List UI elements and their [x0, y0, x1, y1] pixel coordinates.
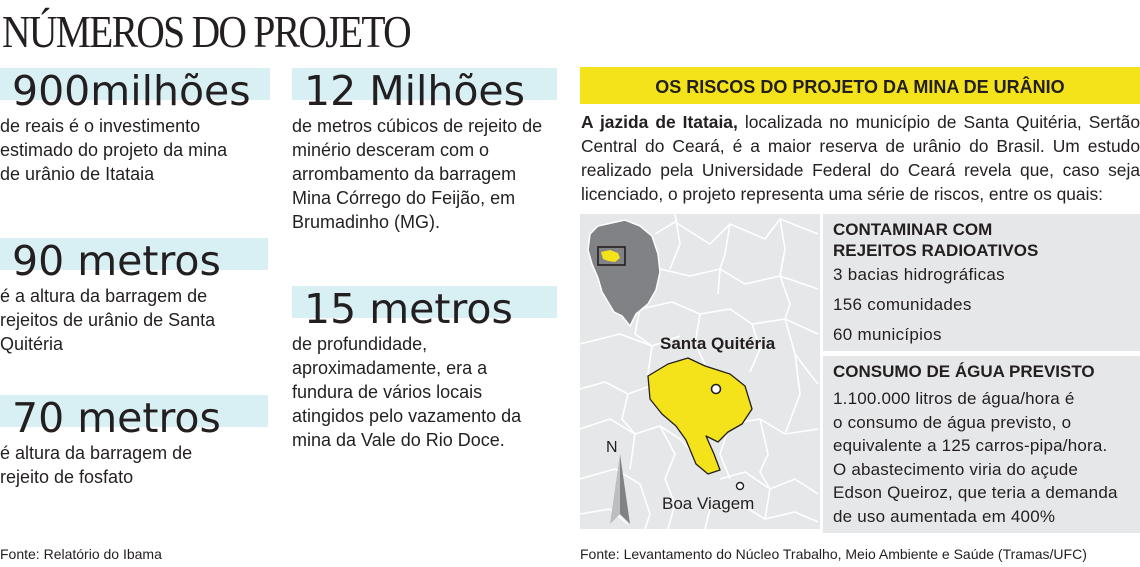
paragraph-line: O abastecimento viria do açude	[833, 459, 1079, 479]
stat-number: 12 Milhões	[292, 68, 557, 114]
stat-description: é altura da barragem de rejeito de fosfato	[0, 443, 193, 487]
intro-line: Central do Ceará, é a maior reserva de urânio do Brasil. Um estudo	[581, 136, 1140, 156]
north-label: N	[606, 439, 618, 456]
stat-description: de profundidade, aproximadamente, era a fundura de vários locais atingidos pelo vazamento da mina da Vale do Rio Doce.	[292, 334, 522, 450]
list-item: 156 comunidades	[833, 295, 972, 314]
north-arrow-icon	[620, 454, 630, 524]
stat-number: 900milhões	[0, 68, 270, 114]
list-item: 3 bacias hidrográficas	[833, 265, 1005, 284]
box-contaminar	[823, 214, 1140, 351]
box-title: CONSUMO DE ÁGUA PREVISTO	[833, 362, 1095, 381]
stat-dam-height-uranium	[0, 238, 268, 356]
box-consumo	[823, 356, 1140, 533]
stat-dam-height-phosphate	[0, 395, 268, 489]
page-title: NÚMEROS DO PROJETO	[2, 6, 410, 57]
ceara-state-shape	[588, 220, 660, 326]
stat-description: de reais é o investimento estimado do projeto da mina de urânio de Itataia	[0, 116, 228, 184]
stat-number: 90 metros	[0, 238, 268, 284]
santa-quiteria-marker	[712, 385, 721, 394]
box-title: CONTAMINAR COM	[833, 220, 993, 239]
location-map	[580, 214, 820, 529]
risks-intro	[581, 110, 1140, 206]
box-title: REJEITOS RADIOATIVOS	[833, 241, 1039, 260]
paragraph-line: Edson Queiroz, que teria a demanda	[833, 483, 1118, 502]
stat-description: é a altura da barragem de rejeitos de urânio de Santa Quitéria	[0, 286, 216, 354]
santa-quiteria-area	[648, 358, 752, 474]
source-right: Fonte: Levantamento do Núcleo Trabalho, Meio Ambiente e Saúde (Tramas/UFC)	[580, 546, 1087, 562]
risks-header: OS RISCOS DO PROJETO DA MINA DE URÂNIO	[580, 67, 1140, 104]
source-left: Fonte: Relatório do Ibama	[0, 546, 162, 562]
stat-depth	[292, 286, 557, 452]
stat-number: 70 metros	[0, 395, 268, 441]
city-label-boa-viagem: Boa Viagem	[662, 494, 755, 513]
paragraph-line: equivalente a 125 carros-pipa/hora.	[833, 436, 1108, 455]
paragraph-line: 1.100.000 litros de água/hora é	[833, 389, 1075, 408]
intro-line: licenciado, o projeto representa uma série de riscos, entre os quais:	[581, 184, 1103, 204]
intro-line: realizado pela Universidade Federal do Ceará revela que, caso seja	[581, 160, 1140, 180]
map-graphic	[580, 214, 820, 529]
intro-lead: A jazida de Itataia,	[581, 112, 738, 132]
paragraph-line: o consumo de água previsto, o	[833, 412, 1072, 432]
stat-investment	[0, 68, 270, 186]
stat-description: de metros cúbicos de rejeito de minério desceram com o arrombamento da barragem Mina Córrego do Feijão, em Brumadinho (MG).	[292, 116, 543, 232]
stat-brumadinho	[292, 68, 557, 234]
boa-viagem-marker	[737, 483, 744, 490]
stat-number: 15 metros	[292, 286, 557, 332]
intro-line: localizada no município de Santa Quitéria, Sertão	[744, 112, 1140, 132]
city-label-santa-quiteria: Santa Quitéria	[660, 334, 776, 353]
paragraph-line: de uso aumentada em 400%	[833, 506, 1056, 526]
list-item: 60 municípios	[833, 325, 942, 344]
